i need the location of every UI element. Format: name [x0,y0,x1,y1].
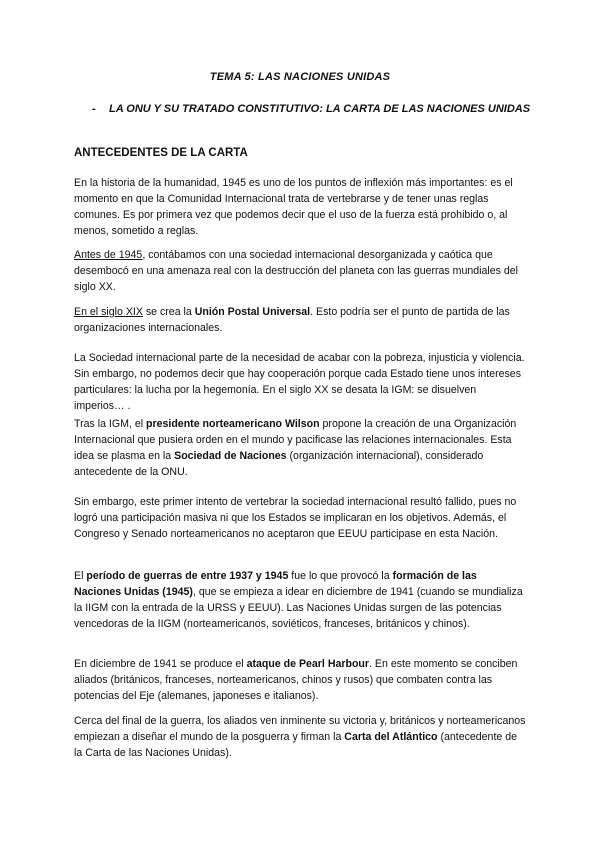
paragraph-2 [74,247,526,295]
paragraph-5-text-a: Tras la IGM, el [74,417,147,430]
bold-phrase: ataque de Pearl Harbour [246,657,370,670]
section-heading: ANTECEDENTES DE LA CARTA [74,147,248,159]
paragraph-2-text: , contábamos con una sociedad internacional desorganizada y caótica que desembocó en una amenaza real con la destrucción del planeta con las guerras mundiales del siglo XX. [74,248,519,293]
underlined-phrase: En el siglo XIX [74,305,143,318]
paragraph-7-text-c: fue lo que provocó la [288,569,393,582]
paragraph-3-text-c: . Esto podría ser el punto de partida de las organizaciones internacionales. [74,305,510,334]
paragraph-8-text-c: . En este momento se conciben aliados (británicos, franceses, norteamericanos, chinos y rusos) que combaten contra las potencias del Eje (alemanes, japoneses e italianos). [74,657,518,702]
paragraph-9 [74,713,526,761]
bold-phrase: período de guerras de entre 1937 y 1945 [86,569,289,582]
paragraph-4: La Sociedad internacional parte de la necesidad de acabar con la pobreza, injusticia y violencia. Sin embargo, no podemos decir que hay cooperación porque cada Estado tiene unos intereses particulares: la lucha por la hegemonía. En el siglo XX se desata la IGM: se disuelven imperios… . [74,351,525,412]
underlined-phrase: Antes de 1945 [74,248,143,261]
subtitle-text: LA ONU Y SU TRATADO CONSTITUTIVO: LA CARTA DE LAS NACIONES UNIDAS [109,103,531,115]
bold-phrase: formación de las Naciones Unidas (1945) [74,569,477,598]
paragraph-5-text-d: (organización internacional), considerado antecedente de la ONU. [74,449,484,478]
bold-phrase: Sociedad de Naciones [174,449,287,462]
section-subtitle [92,101,532,117]
bullet-dash: - [92,103,96,115]
paragraph-3 [74,304,526,336]
bold-phrase: Carta del Atlántico [344,730,438,743]
paragraph-6: Sin embargo, este primer intento de vertebrar la sociedad internacional resultó fallido, pues no logró una participación masiva ni que los Estados se implicaran en los objetivos. Además, el Congreso y Senado norteamericanos no aceptaron que EEUU participase en esta Nación. [74,495,517,540]
paragraph-9-text-a: Cerca del final de la guerra, los aliados ven inminente su victoria y, británicos y norteamericanos empiezan a diseñar el mundo de la posguerra y firman la [74,714,526,743]
paragraph-3-text-a: se crea la [142,305,195,318]
paragraph-7 [74,568,526,632]
paragraph-9-text-c: (antecedente de la Carta de las Naciones Unidas). [74,730,518,759]
paragraph-5-text-c: propone la creación de una Organización Internacional que pusiera orden en el mundo y pacificase las relaciones internacionales. Esta idea se plasma en la [74,417,517,462]
paragraph-8-text-a: En diciembre de 1941 se produce el [74,657,247,670]
paragraph-7-text-a: El [74,569,87,582]
document-title: TEMA 5: LAS NACIONES UNIDAS [209,71,391,83]
paragraph-7-text-d: , que se empieza a idear en diciembre de 1941 (cuando se mundializa la IIGM con la entrada de la URSS y EEUU). Las Naciones Unidas surgen de las potencias vencedoras de la IIGM (norteamericanos, soviéticos, franceses, británicos y chinos). [74,585,523,630]
bold-phrase: presidente norteamericano Wilson [146,417,320,430]
bold-phrase: Unión Postal Universal [194,305,311,318]
paragraph-1: En la historia de la humanidad, 1945 es uno de los puntos de inflexión más importantes: es el momento en que la Comunidad Internacional trata de vertebrarse y de tener unas reglas comunes. Es por primera vez que podemos decir que el uso de la fuerza está prohibido o, al menos, sometido a reglas. [74,176,513,237]
paragraph-5 [74,416,526,480]
paragraph-8 [74,656,526,704]
